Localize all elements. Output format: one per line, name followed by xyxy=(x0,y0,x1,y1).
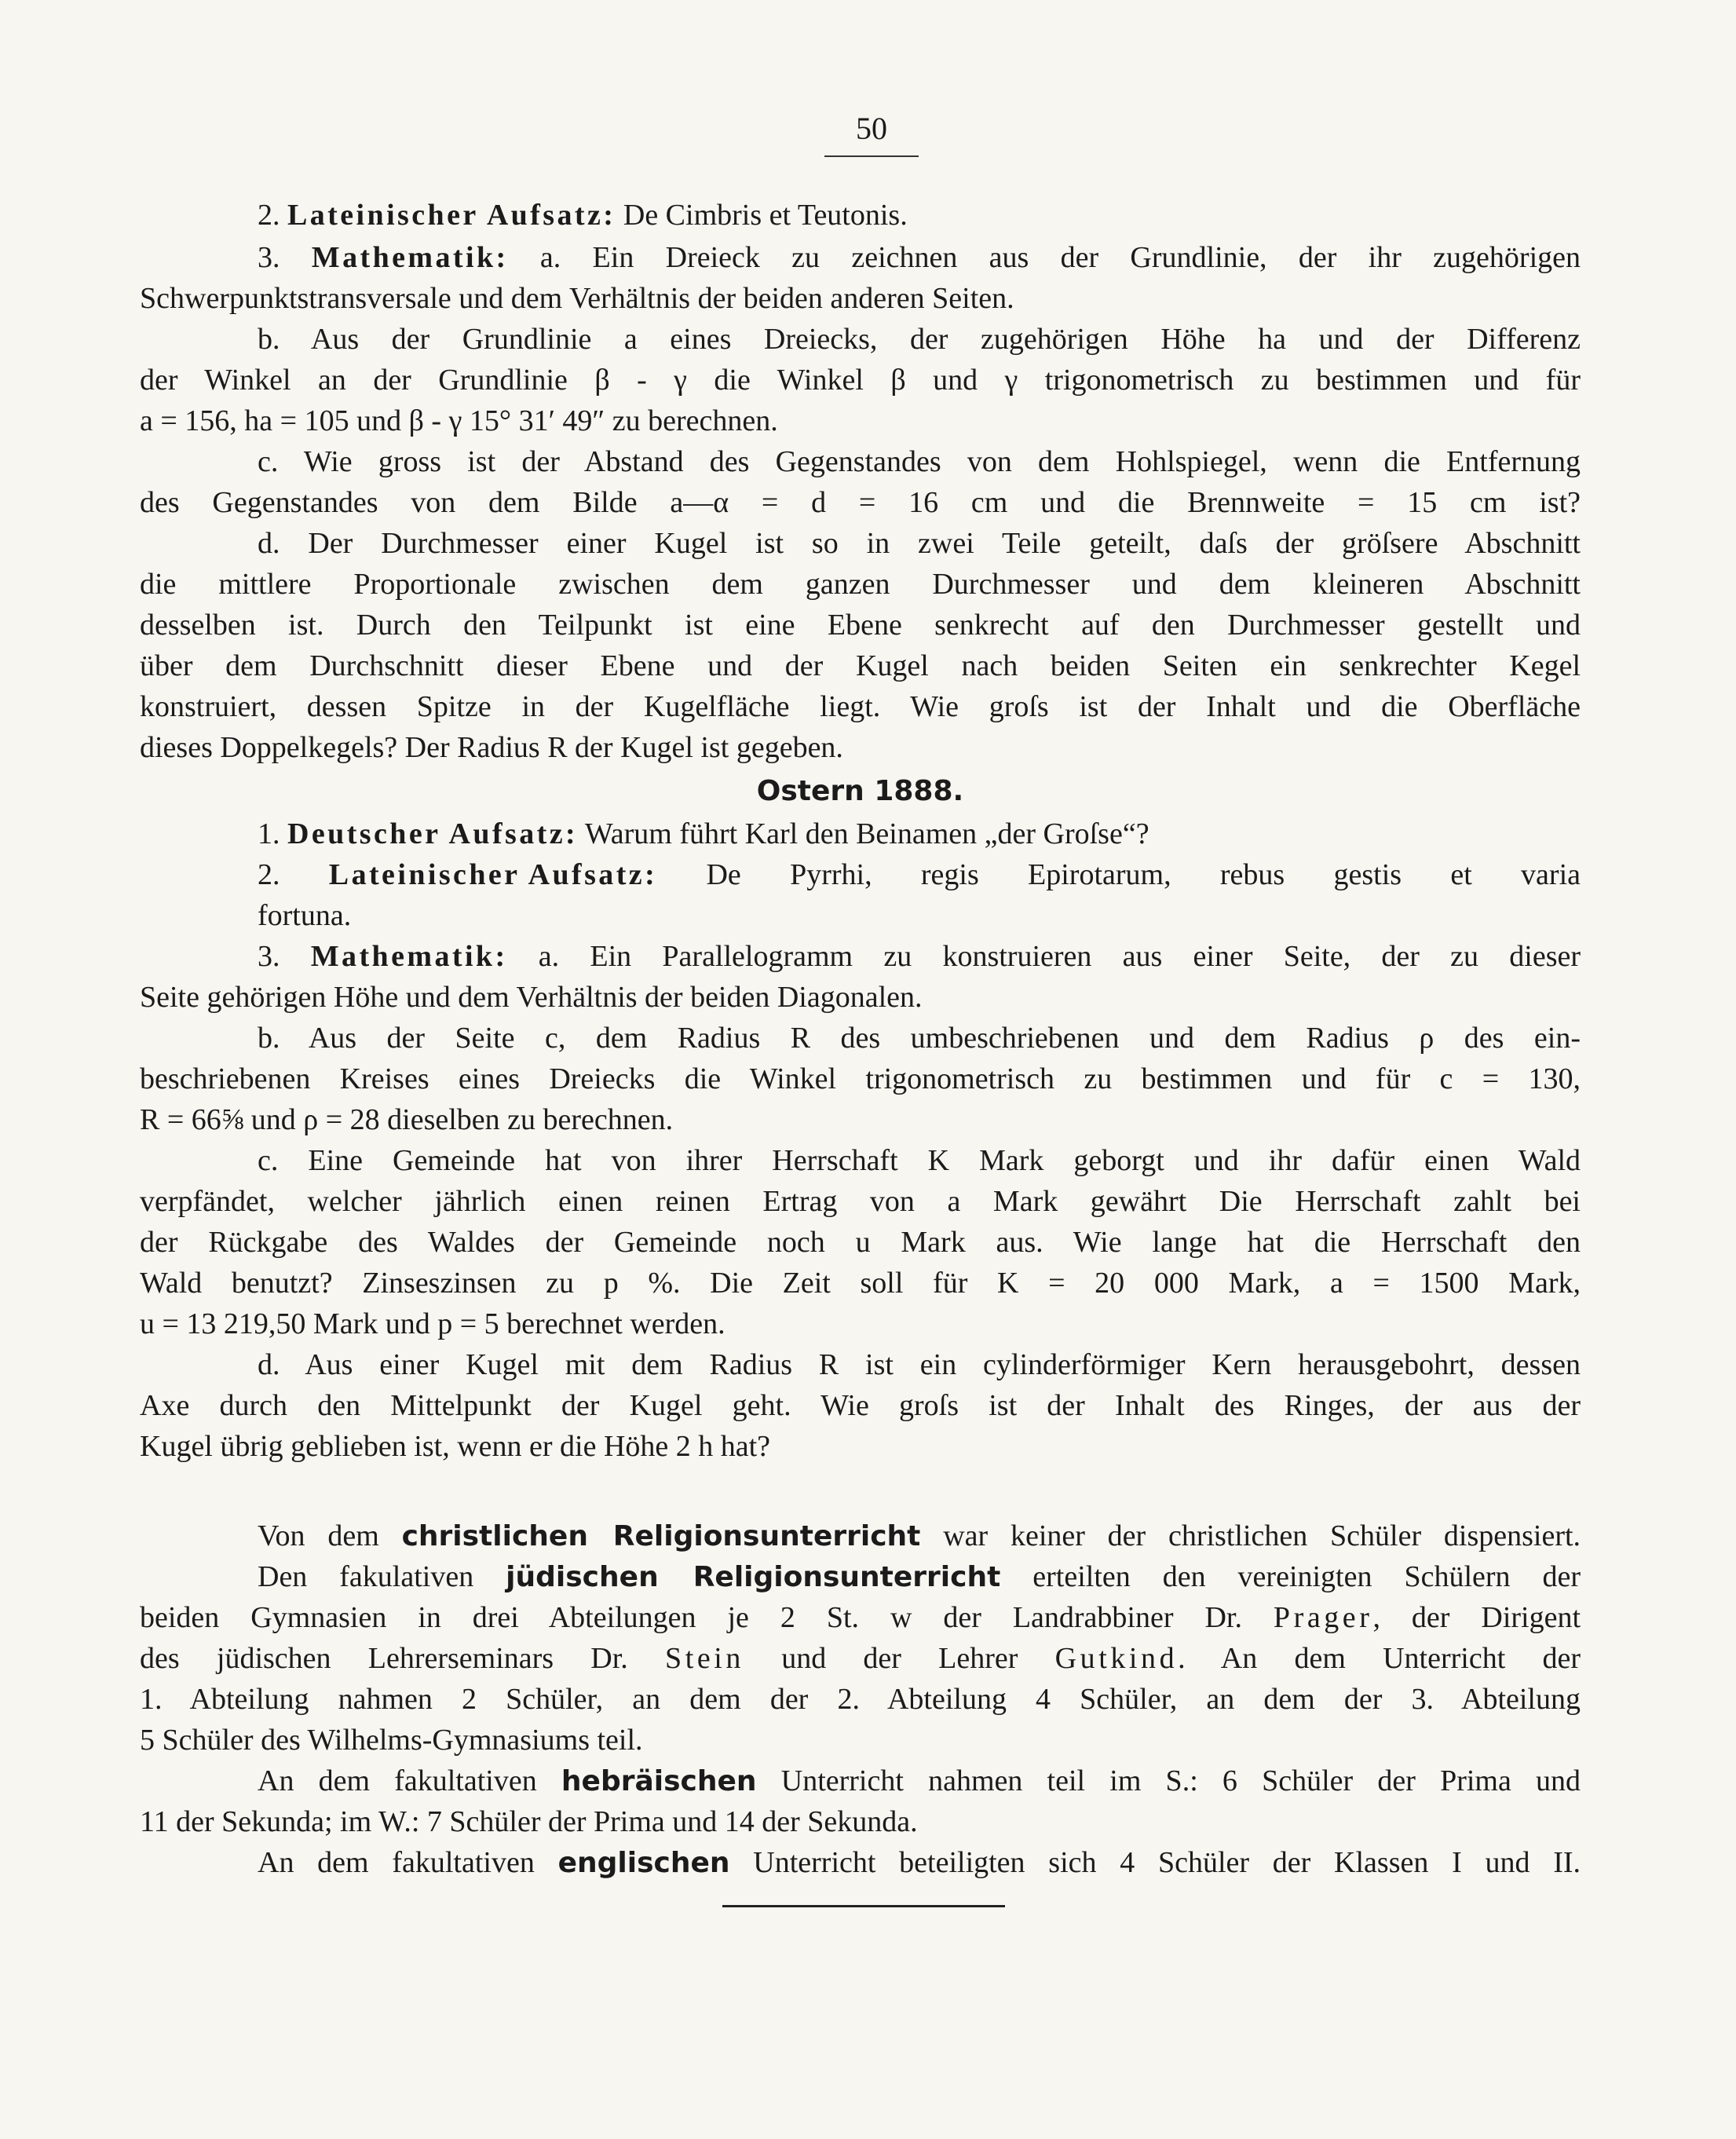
note-text: , der Dirigent xyxy=(1372,1601,1581,1634)
note-jewish xyxy=(140,1556,1581,1598)
note-english xyxy=(140,1842,1581,1884)
exam1-line: a = 156, ha = 105 und β - γ 15° 31′ 49″ zu berechnen. xyxy=(140,404,778,437)
item-text: Warum führt Karl den Beinamen „der Groſse“? xyxy=(584,817,1149,850)
note-text: Unterricht nahmen teil im S.: 6 Schüler der Prima und xyxy=(780,1764,1581,1797)
exam2-line: c. Eine Gemeinde hat von ihrer Herrschaft K Mark geborgt und ihr dafür einen Wald xyxy=(258,1144,1581,1177)
subject-heading: Lateinischer Aufsatz: xyxy=(328,858,658,891)
exam2-line: u = 13 219,50 Mark und p = 5 berechnet werden. xyxy=(140,1307,725,1340)
note-jewish-line xyxy=(140,1597,1581,1638)
subject-heading: Mathematik: xyxy=(310,940,508,973)
person-name: Stein xyxy=(665,1642,744,1675)
note-emphasis: christlichen Religionsunterricht xyxy=(401,1520,921,1552)
exam1-line: desselben ist. Durch den Teilpunkt ist eine Ebene senkrecht auf den Durchmesser gestellt und xyxy=(140,609,1581,642)
note-text: Den fakulativen xyxy=(258,1560,474,1593)
exam1-line: der Winkel an der Grundlinie β - γ die Winkel β und γ trigonometrisch zu bestimmen und für xyxy=(140,364,1581,397)
exam1-item3 xyxy=(140,237,1581,278)
exam2-line: R = 66⅝ und ρ = 28 dieselben zu berechnen. xyxy=(140,1103,674,1136)
item-number: 2. xyxy=(258,858,280,891)
note-jewish-line: 1. Abteilung nahmen 2 Schüler, an dem der 2. Abteilung 4 Schüler, an dem der 3. Abteilung xyxy=(140,1683,1581,1716)
note-text: An dem fakultativen xyxy=(258,1764,537,1797)
note-text: und der Lehrer xyxy=(781,1642,1018,1675)
exam1-line: über dem Durchschnitt dieser Ebene und der Kugel nach beiden Seiten ein senkrechter Kegel xyxy=(140,649,1581,682)
page-number: 50 xyxy=(856,111,887,146)
subject-heading: Deutscher Aufsatz: xyxy=(287,817,579,850)
note-jewish-line: 5 Schüler des Wilhelms-Gymnasiums teil. xyxy=(140,1724,643,1757)
subject-heading: Mathematik: xyxy=(311,241,509,274)
item-number: 3. xyxy=(258,940,280,973)
item-text: a. Ein Parallelogramm zu konstruieren aus einer Seite, der zu dieser xyxy=(538,940,1581,973)
exam2-line: Kugel übrig geblieben ist, wenn er die Höhe 2 h hat? xyxy=(140,1430,771,1463)
exam2-line: verpfändet, welcher jährlich einen reinen Ertrag von a Mark gewährt Die Herrschaft zahlt bei xyxy=(140,1185,1581,1218)
exam2-item2 xyxy=(140,854,1581,895)
exam2-line: beschriebenen Kreises eines Dreiecks die Winkel trigonometrisch zu bestimmen und für c = 130, xyxy=(140,1062,1581,1095)
exam1-line: b. Aus der Grundlinie a eines Dreiecks, der zugehörigen Höhe ha und der Differenz xyxy=(258,323,1581,356)
exam2-line: d. Aus einer Kugel mit dem Radius R ist ein cylinderförmiger Kern herausgebohrt, dessen xyxy=(258,1348,1581,1381)
exam1-line: dieses Doppelkegels? Der Radius R der Kugel ist gegeben. xyxy=(140,731,843,764)
note-text: An dem fakultativen xyxy=(258,1846,535,1879)
exam2-item3 xyxy=(140,936,1581,977)
note-text: beiden Gymnasien in drei Abteilungen je 2 St. w der Landrabbiner Dr. xyxy=(140,1601,1242,1634)
exam1-line: die mittlere Proportionale zwischen dem ganzen Durchmesser und dem kleineren Abschnitt xyxy=(140,568,1581,601)
exam2-line: Wald benutzt? Zinseszinsen zu p %. Die Zeit soll für K = 20 000 Mark, a = 1500 Mark, xyxy=(140,1267,1581,1300)
item-text: De Cimbris et Teutonis. xyxy=(623,199,908,232)
exam1-line: konstruiert, dessen Spitze in der Kugelfläche liegt. Wie groſs ist der Inhalt und die Oberfläche xyxy=(140,690,1581,723)
exam2-item1 xyxy=(140,814,1581,854)
item-text: a. Ein Dreieck zu zeichnen aus der Grundlinie, der ihr zugehörigen xyxy=(539,241,1581,274)
exam1-line: c. Wie gross ist der Abstand des Gegenstandes von dem Hohlspiegel, wenn die Entfernung xyxy=(258,445,1581,478)
exam2-line: b. Aus der Seite c, dem Radius R des umbeschriebenen und dem Radius ρ des ein- xyxy=(258,1022,1581,1055)
item-text: De Pyrrhi, regis Epirotarum, rebus gestis et varia xyxy=(706,858,1581,891)
exam2-line: Axe durch den Mittelpunkt der Kugel geht. Wie groſs ist der Inhalt des Ringes, der aus der xyxy=(140,1389,1581,1422)
note-emphasis: hebräischen xyxy=(561,1765,757,1797)
subject-heading: Lateinischer Aufsatz: xyxy=(287,199,616,232)
section-heading: Ostern 1888. xyxy=(756,775,964,807)
exam1-line: des Gegenstandes von dem Bilde a—α = d = 16 cm und die Brennweite = 15 cm ist? xyxy=(140,486,1581,519)
note-emphasis: jüdischen Religionsunterricht xyxy=(506,1561,1001,1593)
note-text: war keiner der christlichen Schüler dispensiert. xyxy=(943,1519,1581,1552)
note-hebrew xyxy=(140,1761,1581,1802)
item-number: 2. xyxy=(258,199,280,232)
page-number-rule xyxy=(824,155,919,157)
note-text: . An dem Unterricht der xyxy=(1178,1642,1581,1675)
item-number: 3. xyxy=(258,241,280,274)
exam1-item2 xyxy=(140,195,1581,236)
note-emphasis: englischen xyxy=(557,1847,730,1879)
person-name: Gutkind xyxy=(1054,1642,1179,1675)
note-hebrew-line: 11 der Sekunda; im W.: 7 Schüler der Prima und 14 der Sekunda. xyxy=(140,1805,918,1838)
note-text: Unterricht beteiligten sich 4 Schüler der Klassen I und II. xyxy=(753,1846,1581,1879)
exam2-line: Seite gehörigen Höhe und dem Verhältnis der beiden Diagonalen. xyxy=(140,981,923,1014)
note-text: des jüdischen Lehrerseminars Dr. xyxy=(140,1642,628,1675)
exam1-line: d. Der Durchmesser einer Kugel ist so in zwei Teile geteilt, daſs der gröſsere Abschnitt xyxy=(258,527,1581,560)
closing-rule xyxy=(722,1905,1005,1907)
note-text: Von dem xyxy=(258,1519,379,1552)
note-religion xyxy=(140,1516,1581,1557)
note-jewish-line xyxy=(140,1638,1581,1679)
note-text: erteilten den vereinigten Schülern der xyxy=(1032,1560,1581,1593)
person-name: Prager xyxy=(1273,1601,1373,1634)
exam2-line: der Rückgabe des Waldes der Gemeinde noch u Mark aus. Wie lange hat die Herrschaft den xyxy=(140,1226,1581,1259)
exam2-line: fortuna. xyxy=(258,899,352,932)
exam1-line: Schwerpunktstransversale und dem Verhältnis der beiden anderen Seiten. xyxy=(140,282,1014,315)
item-number: 1. xyxy=(258,817,280,850)
